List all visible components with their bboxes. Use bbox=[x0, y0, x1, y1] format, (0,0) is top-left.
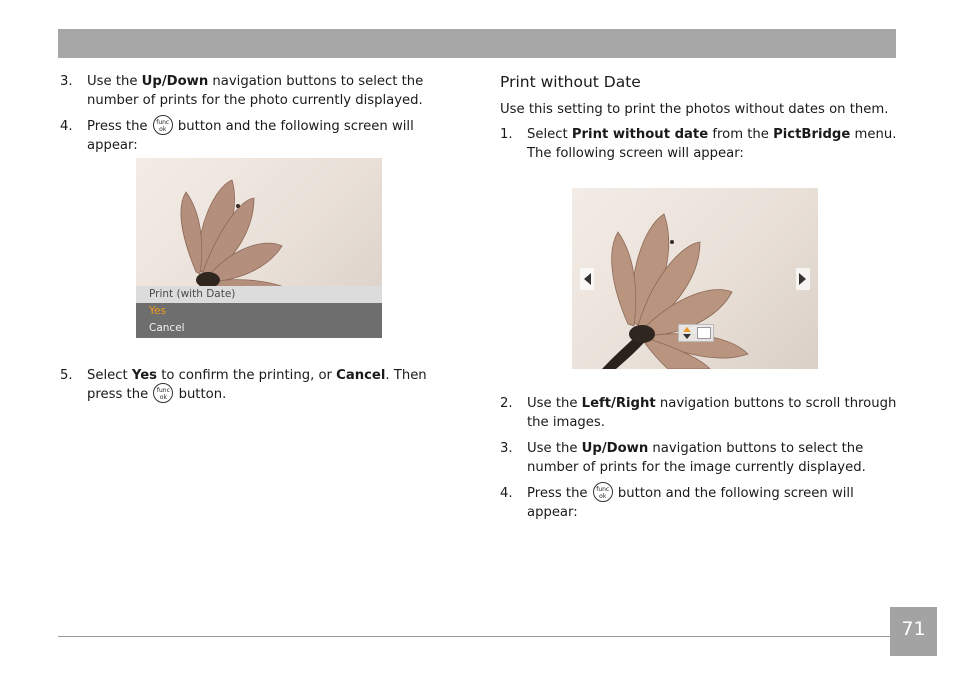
print-count-field bbox=[697, 327, 711, 339]
step-text: Use the Left/Right navigation buttons to scroll through the images. bbox=[527, 396, 897, 430]
left-arrow-icon bbox=[584, 273, 591, 285]
step-text: Select Print without date from the PictBridge menu. The following screen will appear: bbox=[527, 127, 897, 161]
step-number: 1. bbox=[500, 127, 513, 142]
step-text: Press the func ok button and the following screen will appear: bbox=[87, 117, 460, 155]
right-column-lower bbox=[500, 394, 900, 529]
up-down-icon bbox=[682, 327, 692, 339]
step-3-left bbox=[60, 72, 460, 110]
func-ok-button-icon: func ok bbox=[153, 115, 173, 135]
right-column bbox=[500, 72, 900, 170]
left-column-lower bbox=[60, 366, 460, 411]
camera-screen-print-with-date bbox=[136, 158, 382, 338]
step-number: 2. bbox=[500, 396, 513, 411]
menu-item-print-with-date: Print (with Date) bbox=[136, 286, 382, 303]
step-1-right bbox=[500, 125, 900, 163]
step-number: 3. bbox=[500, 441, 513, 456]
print-menu bbox=[136, 286, 382, 338]
print-count-selector bbox=[678, 324, 714, 342]
section-intro: Use this setting to print the photos without dates on them. bbox=[500, 102, 889, 117]
header-bar bbox=[58, 29, 896, 58]
step-text: Use the Up/Down navigation buttons to select the number of prints for the image currently displayed. bbox=[527, 441, 866, 475]
menu-item-cancel: Cancel bbox=[149, 322, 185, 334]
section-title: Print without Date bbox=[500, 73, 641, 91]
step-5-left bbox=[60, 366, 460, 404]
step-text: Press the func ok button and the following screen will appear: bbox=[527, 484, 900, 522]
step-text: Select Yes to confirm the printing, or Cancel. Then press the func ok button. bbox=[87, 368, 427, 402]
camera-screen-image-select bbox=[572, 188, 818, 369]
page-number: 71 bbox=[890, 607, 937, 656]
step-number: 4. bbox=[500, 486, 513, 501]
footer-divider bbox=[58, 636, 890, 637]
step-number: 3. bbox=[60, 74, 73, 89]
step-4-right bbox=[500, 484, 900, 522]
func-ok-button-icon: func ok bbox=[153, 383, 173, 403]
step-3-right bbox=[500, 439, 900, 477]
step-number: 4. bbox=[60, 119, 73, 134]
step-text: Use the Up/Down navigation buttons to select the number of prints for the photo currently displayed. bbox=[87, 74, 424, 108]
step-2-right bbox=[500, 394, 900, 432]
left-column bbox=[60, 72, 460, 162]
step-number: 5. bbox=[60, 368, 73, 383]
right-arrow-icon bbox=[799, 273, 806, 285]
func-ok-button-icon: func ok bbox=[593, 482, 613, 502]
step-4-left bbox=[60, 117, 460, 155]
menu-item-yes: Yes bbox=[149, 305, 166, 317]
